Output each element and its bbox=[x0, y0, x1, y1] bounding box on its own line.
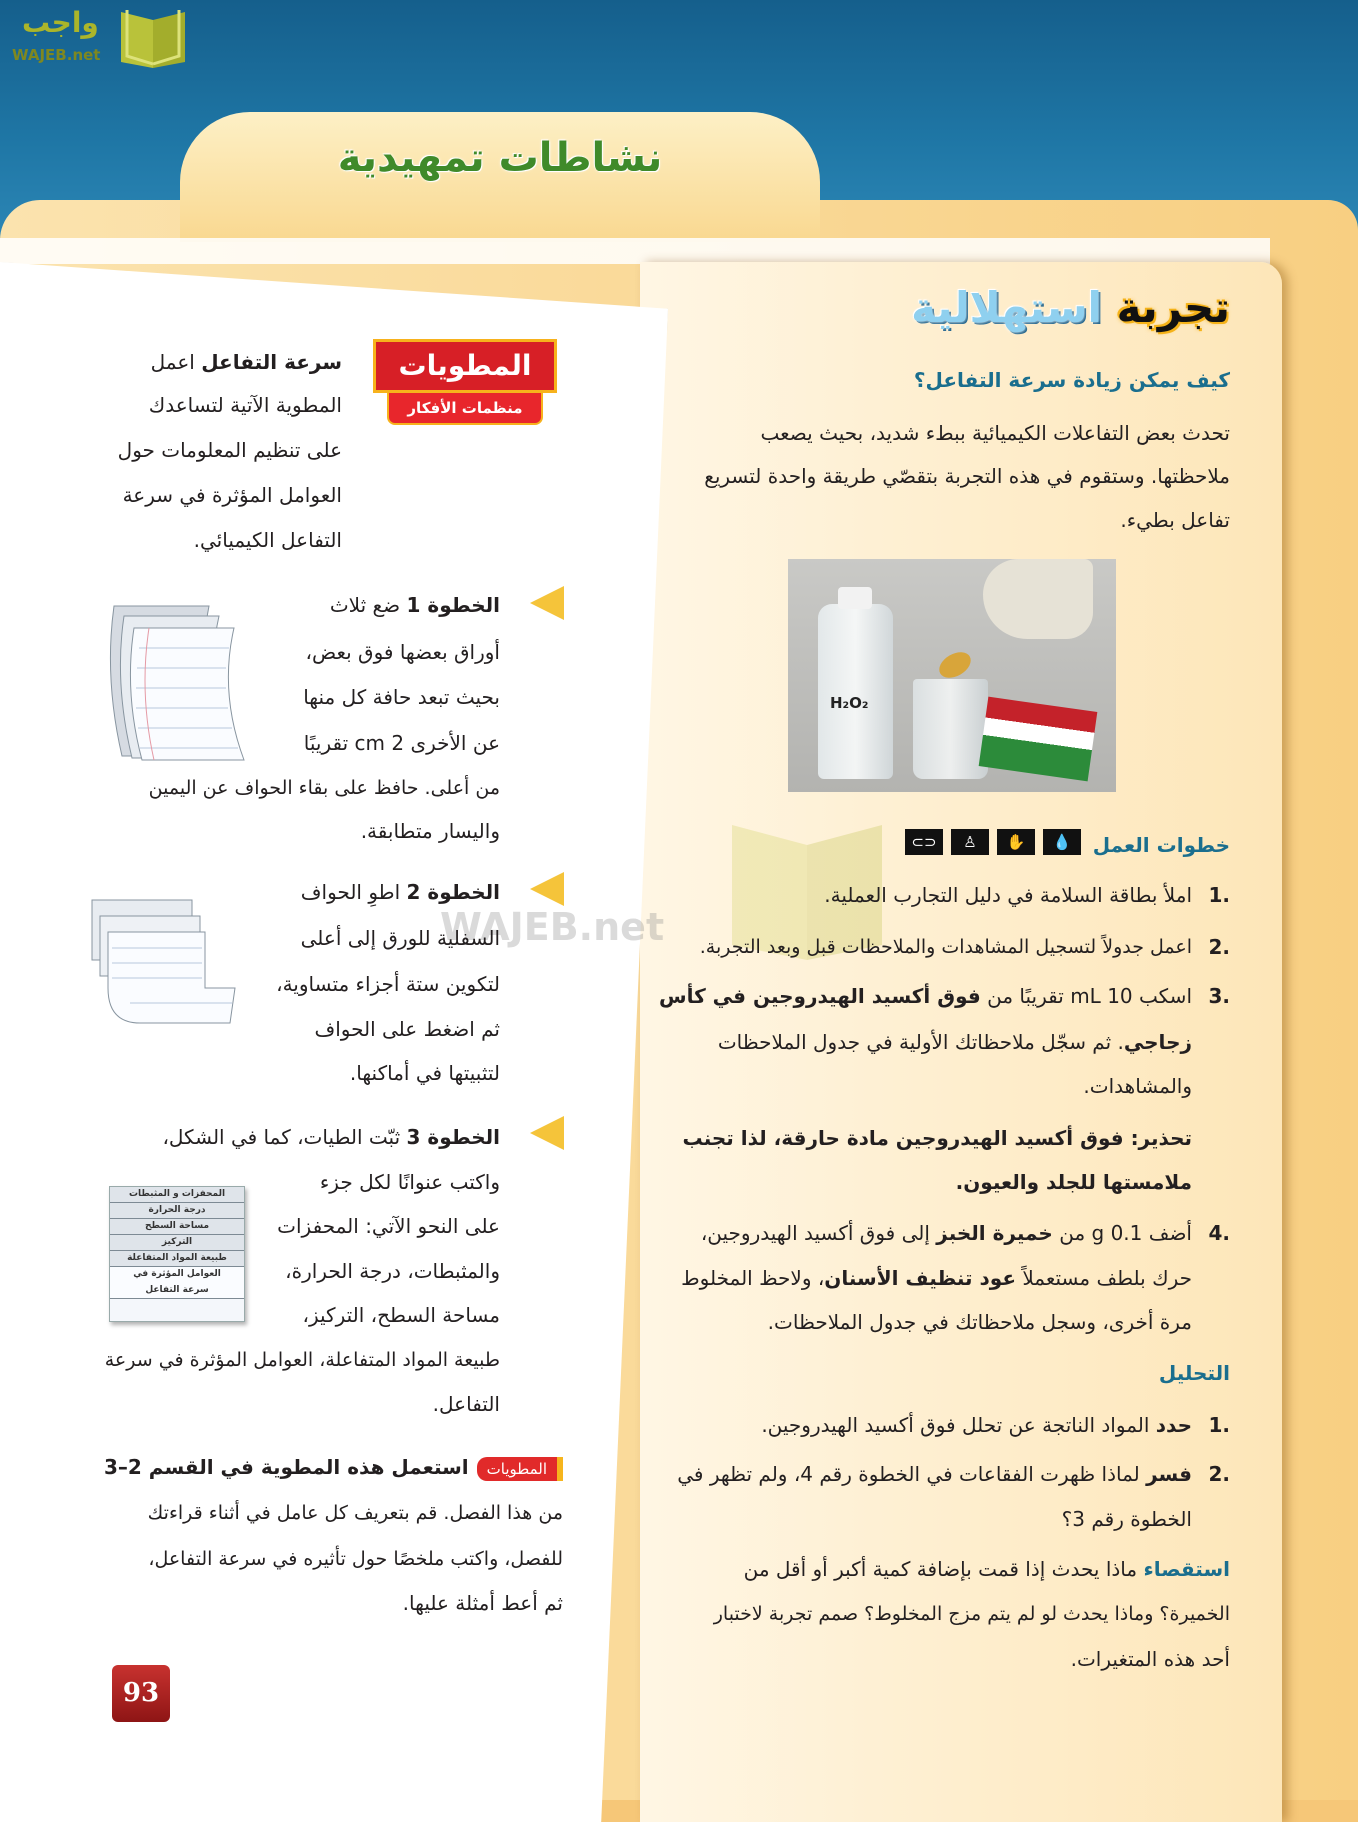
step-number: 4. bbox=[1208, 1221, 1230, 1245]
foldables-usage-note: المطوياتاستعمل هذه المطوية في القسم 2–3 bbox=[104, 1453, 563, 1481]
bottle-cap bbox=[838, 587, 872, 609]
safety-icons bbox=[905, 829, 1081, 857]
inquiry: الخميرة؟ وماذا يحدث لو لم يتم مزج المخلوط؟ صمم تجربة لاختبار bbox=[713, 1603, 1230, 1625]
step-3: والمثبطات، درجة الحرارة، bbox=[285, 1259, 500, 1283]
step-number: 2. bbox=[1208, 935, 1230, 959]
step-arrow-icon bbox=[530, 1116, 564, 1150]
step-2: لتكوين ستة أجزاء متساوية، bbox=[276, 972, 500, 996]
step-3: مساحة السطح، التركيز، bbox=[302, 1303, 500, 1327]
foldables-intro: العوامل المؤثرة في سرعة bbox=[122, 483, 342, 507]
analysis-question-2: فسر لماذا ظهرت الفقاعات في الخطوة رقم 4، ولم تظهر في bbox=[677, 1462, 1192, 1486]
foldables-usage-note: للفصل، واكتب ملخصًا حول تأثيره في سرعة التفاعل، bbox=[148, 1548, 563, 1570]
analysis-number: 1. bbox=[1208, 1413, 1230, 1437]
warning: ملامستها للجلد والعيون. bbox=[955, 1170, 1192, 1194]
finished-foldable-illustration: المحفزات و المثبطات درجة الحرارة مساحة السطح التركيز طبيعة المواد المتفاعلة العوامل المؤثرة في سرعة التفاعل bbox=[109, 1186, 245, 1322]
step-3: على النحو الآتي: المحفزات bbox=[277, 1214, 500, 1238]
foldables-intro: سرعة التفاعل اعمل bbox=[150, 350, 342, 374]
stacked-paper-illustration bbox=[104, 598, 249, 763]
foldables-intro: المطوية الآتية لتساعدك bbox=[148, 393, 342, 417]
foldables-badge: المطويات منظمات الأفكار bbox=[373, 339, 557, 427]
step-number: 1. bbox=[1208, 883, 1230, 907]
intro-line: تحدث بعض التفاعلات الكيميائية ببطء شديد، بحيث يصعب bbox=[760, 421, 1230, 445]
section-title: نشاطات تمهيدية bbox=[337, 135, 663, 181]
analysis-question-1: حدد المواد الناتجة عن تحلل فوق أكسيد الهيدروجين. bbox=[761, 1413, 1192, 1437]
foldables-usage-note: من هذا الفصل. قم بتعريف كل عامل في أثناء قراءتك bbox=[147, 1502, 563, 1524]
foldables-intro: على تنظيم المعلومات حول bbox=[117, 438, 342, 462]
step-1: واليسار متطابقة. bbox=[360, 819, 500, 843]
intro-line: ملاحظتها. وستقوم في هذه التجربة بتقصّي طريقة واحدة لتسريع bbox=[704, 464, 1230, 488]
step-2: الخطوة 2 اطوِ الحواف bbox=[300, 880, 500, 904]
apron-icon: ♙ bbox=[951, 829, 989, 855]
site-logo bbox=[8, 6, 193, 68]
bottle-label: H₂O₂ bbox=[830, 694, 869, 712]
chemical-hazard-icon: 💧 bbox=[1043, 829, 1081, 855]
step-number: 3. bbox=[1208, 984, 1230, 1008]
analysis-heading: التحليل bbox=[1158, 1361, 1230, 1385]
step-2: السفلية للورق إلى أعلى bbox=[300, 926, 500, 950]
step-3: التفاعل. bbox=[432, 1392, 500, 1416]
procedure-step-3: اسكب 10 mL تقريبًا من فوق أكسيد الهيدروجين في كأس bbox=[658, 984, 1192, 1008]
analysis-question-2: الخطوة رقم 3؟ bbox=[1061, 1507, 1192, 1531]
step-2: ثم اضغط على الحواف bbox=[314, 1017, 500, 1041]
step-1: عن الأخرى 2 cm تقريبًا bbox=[303, 731, 500, 755]
step-1: من أعلى. حافظ على بقاء الحواف عن اليمين bbox=[148, 777, 500, 799]
logo-arabic: واجب bbox=[22, 6, 99, 39]
step-3: طبيعة المواد المتفاعلة، العوامل المؤثرة في سرعة bbox=[104, 1349, 500, 1371]
step-arrow-icon bbox=[530, 586, 564, 620]
step-1: بحيث تبعد حافة كل منها bbox=[303, 685, 500, 709]
procedure-heading: خطوات العمل bbox=[1092, 833, 1230, 857]
procedure-step-3: والمشاهدات. bbox=[1083, 1074, 1192, 1098]
foldables-intro: التفاعل الكيميائي. bbox=[193, 528, 342, 552]
bottle bbox=[818, 604, 893, 779]
divider bbox=[0, 238, 1270, 264]
warning: تحذير: فوق أكسيد الهيدروجين مادة حارقة، لذا تجنب bbox=[682, 1126, 1192, 1150]
lab-title: تجربة استهلالية bbox=[911, 283, 1230, 332]
goggles-icon: ⊂⊃ bbox=[905, 829, 943, 855]
inquiry: أحد هذه المتغيرات. bbox=[1070, 1647, 1230, 1671]
step-1: أوراق بعضها فوق بعض، bbox=[305, 640, 500, 664]
watermark-text: WAJEB.net bbox=[440, 905, 665, 949]
procedure-step-3: زجاجي. ثم سجّل ملاحظاتك الأولية في جدول الملاحظات bbox=[717, 1030, 1192, 1054]
lab-question: كيف يمكن زيادة سرعة التفاعل؟ bbox=[913, 368, 1230, 392]
procedure-step-1: املأ بطاقة السلامة في دليل التجارب العملية. bbox=[824, 883, 1192, 907]
page-number: 93 bbox=[112, 1665, 170, 1722]
step-1: الخطوة 1 ضع ثلاث bbox=[329, 593, 500, 617]
gloves-icon: ✋ bbox=[997, 829, 1035, 855]
yeast-packet bbox=[979, 697, 1098, 782]
analysis-number: 2. bbox=[1208, 1462, 1230, 1486]
folded-paper-illustration bbox=[90, 898, 240, 1033]
procedure-step-4: أضف 0.1 g من خميرة الخبز إلى فوق أكسيد الهيدروجين، bbox=[700, 1221, 1192, 1245]
inquiry: استقصاء ماذا يحدث إذا قمت بإضافة كمية أكبر أو أقل من bbox=[743, 1557, 1230, 1581]
foldables-usage-note: ثم أعط أمثلة عليها. bbox=[402, 1591, 563, 1615]
procedure-step-2: اعمل جدولاً لتسجيل المشاهدات والملاحظات قبل وبعد التجربة. bbox=[699, 936, 1192, 958]
experiment-photo bbox=[788, 559, 1116, 792]
procedure-step-4: مرة أخرى، وسجل ملاحظاتك في جدول الملاحظات. bbox=[767, 1310, 1192, 1334]
beaker bbox=[913, 679, 988, 779]
gloved-hand bbox=[983, 559, 1093, 639]
intro-line: تفاعل بطيء. bbox=[1120, 508, 1230, 532]
step-3: الخطوة 3 ثبّت الطيات، كما في الشكل، bbox=[162, 1125, 500, 1149]
logo-latin: WAJEB.net bbox=[12, 46, 101, 64]
step-3: واكتب عنوانًا لكل جزء bbox=[319, 1170, 500, 1194]
spoon bbox=[935, 647, 975, 683]
book-icon bbox=[113, 6, 193, 68]
step-2: لتثبيتها في أماكنها. bbox=[349, 1061, 500, 1085]
procedure-step-4: حرك بلطف مستعملاً عود تنظيف الأسنان، ولاحظ المخلوط bbox=[681, 1266, 1192, 1290]
step-arrow-icon bbox=[530, 872, 564, 906]
